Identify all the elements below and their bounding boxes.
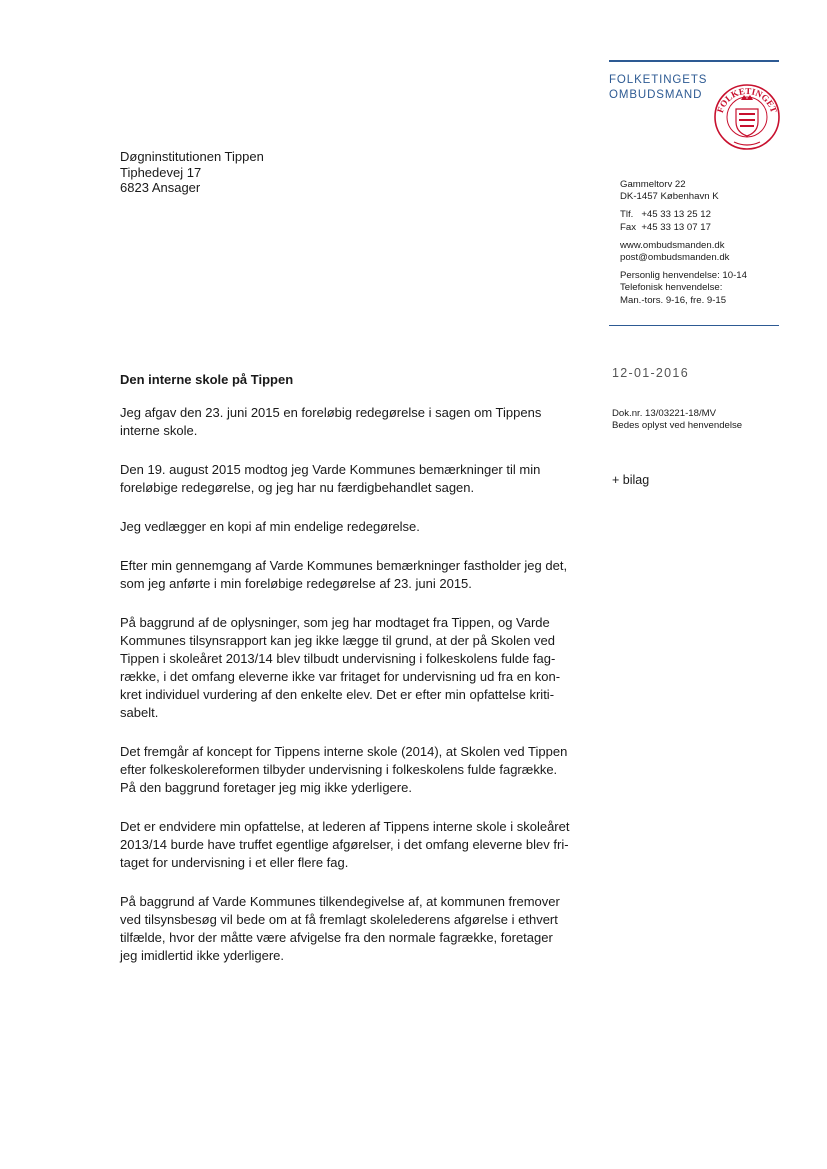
- contact-fax: Fax +45 33 13 07 17: [620, 221, 711, 233]
- header-top-rule: [609, 60, 779, 62]
- paragraph-line: række, i det omfang eleverne ikke var fritaget for undervisning ud fra en kon-: [120, 669, 561, 684]
- paragraph-line: Jeg vedlægger en kopi af min endelige redegørelse.: [120, 519, 420, 534]
- letter-paragraph: [120, 818, 590, 872]
- contact-email-link[interactable]: post@ombudsmanden.dk: [620, 252, 730, 264]
- document-number: Dok.nr. 13/03221-18/MV: [612, 408, 716, 419]
- ombudsman-logo-text: [609, 73, 707, 103]
- contact-address-2: DK-1457 København K: [620, 191, 719, 203]
- paragraph-line: Det fremgår af koncept for Tippens interne skole (2014), at Skolen ved Tippen: [120, 744, 568, 759]
- paragraph-line: På baggrund af de oplysninger, som jeg har modtaget fra Tippen, og Varde: [120, 615, 550, 630]
- brand-line-1: FOLKETINGETS: [609, 74, 708, 86]
- letter-paragraph: [120, 743, 590, 797]
- contact-telephonic-label: Telefonisk henvendelse:: [620, 282, 723, 294]
- paragraph-line: Jeg afgav den 23. juni 2015 en foreløbig redegørelse i sagen om Tippens: [120, 405, 542, 420]
- letter-paragraph: [120, 461, 590, 497]
- paragraph-line: sabelt.: [120, 705, 159, 720]
- paragraph-line: interne skole.: [120, 423, 198, 438]
- paragraph-line: foreløbige redegørelse, og jeg har nu færdigbehandlet sagen.: [120, 480, 475, 495]
- brand-line-2: OMBUDSMAND: [609, 89, 703, 101]
- paragraph-line: ved tilsynsbesøg vil bede om at få fremlagt skolelederens afgørelse i ethvert: [120, 912, 558, 927]
- paragraph-line: Tippen i skoleåret 2013/14 blev tilbudt undervisning i folkeskolens fulde fag-: [120, 651, 556, 666]
- letter-subject: Den interne skole på Tippen: [120, 372, 294, 387]
- paragraph-line: jeg imidlertid ikke yderligere.: [120, 948, 285, 963]
- recipient-city: 6823 Ansager: [120, 180, 201, 195]
- paragraph-line: På den baggrund foretager jeg mig ikke yderligere.: [120, 780, 412, 795]
- paragraph-line: som jeg anførte i min foreløbige redegørelse af 23. juni 2015.: [120, 576, 472, 591]
- contact-website-link[interactable]: www.ombudsmanden.dk: [620, 239, 725, 251]
- document-note: Bedes oplyst ved henvendelse: [612, 420, 743, 432]
- attachment-note: + bilag: [612, 473, 650, 487]
- letter-paragraph: [120, 893, 590, 965]
- letter-body: [120, 404, 590, 986]
- paragraph-line: Kommunes tilsynsrapport kan jeg ikke lægge til grund, at der på Skolen ved: [120, 633, 556, 648]
- paragraph-line: Efter min gennemgang af Varde Kommunes bemærkninger fastholder jeg det,: [120, 558, 568, 573]
- document-reference: [612, 408, 742, 432]
- paragraph-line: På baggrund af Varde Kommunes tilkendegivelse af, at kommunen fremover: [120, 894, 560, 909]
- contact-personal-hours: Personlig henvendelse: 10-14: [620, 270, 747, 282]
- paragraph-line: Det er endvidere min opfattelse, at lederen af Tippens interne skole i skoleåret: [120, 819, 570, 834]
- contact-address-1: Gammeltorv 22: [620, 179, 686, 190]
- letter-paragraph: [120, 557, 590, 593]
- contact-telephonic-hours: Man.-tors. 9-16, fre. 9-15: [620, 294, 727, 306]
- contact-info: [620, 179, 747, 313]
- paragraph-line: efter folkeskolereformen tilbyder undervisning i folkeskolens fulde fagrække.: [120, 762, 558, 777]
- paragraph-line: Den 19. august 2015 modtog jeg Varde Kommunes bemærkninger til min: [120, 462, 541, 477]
- paragraph-line: kret individuel vurdering af den enkelte elev. Det er efter min opfattelse kriti-: [120, 687, 555, 702]
- parliament-seal-icon: [712, 82, 782, 152]
- svg-text:FOLKETINGET: FOLKETINGET: [714, 85, 780, 114]
- recipient-street: Tiphedevej 17: [120, 164, 202, 180]
- recipient-address: [120, 149, 264, 196]
- contact-phone: Tlf. +45 33 13 25 12: [620, 209, 711, 221]
- paragraph-line: tilfælde, hvor der måtte være afvigelse fra den normale fagrække, foretager: [120, 930, 553, 945]
- header-bottom-rule: [609, 325, 779, 326]
- letter-paragraph: [120, 614, 590, 722]
- paragraph-line: 2013/14 burde have truffet egentlige afgørelser, i det omfang eleverne blev fri-: [120, 837, 569, 852]
- recipient-name: Døgninstitutionen Tippen: [120, 149, 264, 164]
- letter-paragraph: [120, 404, 590, 440]
- paragraph-line: taget for undervisning i et eller flere fag.: [120, 855, 349, 870]
- letter-paragraph: [120, 518, 590, 536]
- letter-date: 12-01-2016: [612, 366, 689, 380]
